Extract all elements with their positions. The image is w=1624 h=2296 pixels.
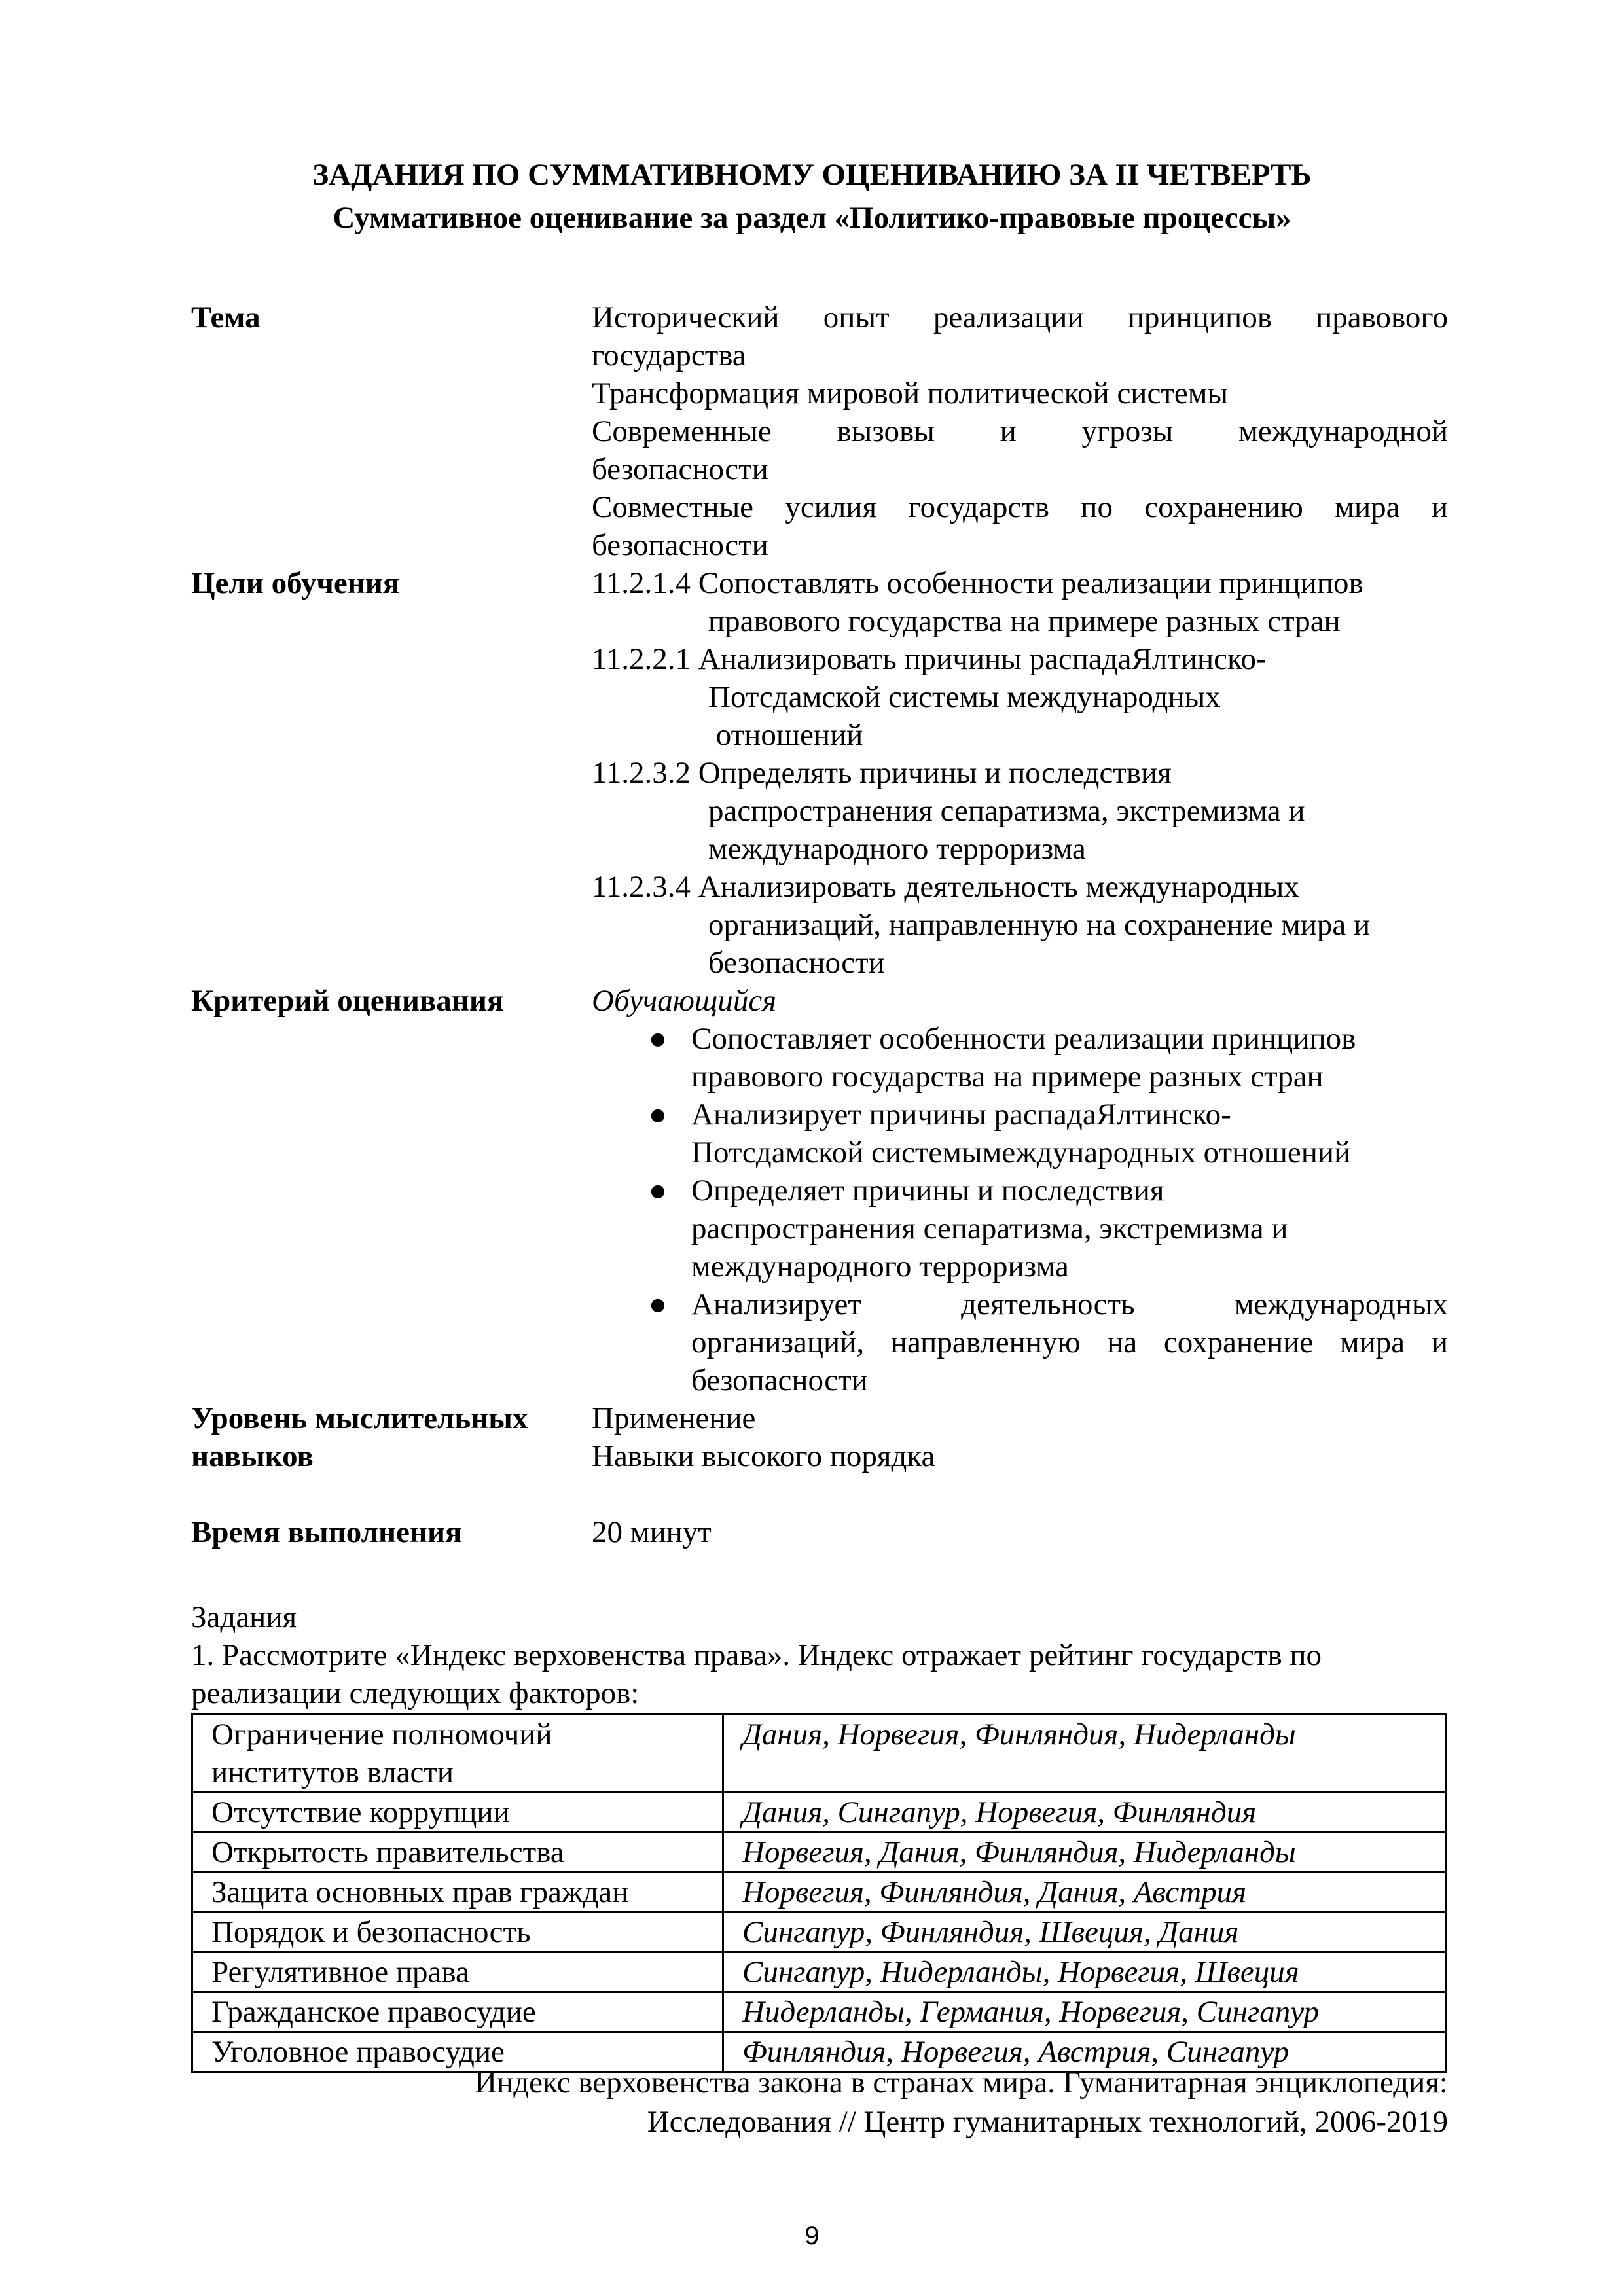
task-1-line-2: реализации следующих факторов: [191,1676,640,1710]
bullet-icon: ● [648,1174,668,1208]
topic-1-line-2: государства [592,338,746,372]
countries-cell: Дания, Норвегия, Финляндия, Нидерланды [723,1715,1446,1793]
criteria-label: Критерий оценивания [191,984,504,1018]
criteria-text: Определяет причины и последствия [691,1174,1164,1208]
countries-cell: Норвегия, Финляндия, Дания, Австрия [723,1873,1446,1912]
factor-cell: Уголовное правосудие [192,2032,723,2072]
criteria-item [648,1020,1448,1096]
tasks-heading: Задания [191,1600,297,1634]
page-number: 9 [804,2221,820,2250]
factor-cell: Порядок и безопасность [192,1912,723,1952]
topic-1-line-1: Исторический опыт реализации принципов правового [592,300,1448,334]
table-row [192,1992,1446,2032]
rule-of-law-table [191,1713,1447,2073]
page-subtitle: Суммативное оценивание за раздел «Политико-правовые процессы» [333,201,1291,235]
goal-text-cont: организаций, направленную на сохранение мира и [708,908,1371,942]
goal-text-cont: отношений [708,718,863,752]
factor-cell: Регулятивное права [192,1952,723,1992]
goal-text-cont: безопасности [708,946,885,980]
factor-text: Ограничение полномочий [211,1717,552,1751]
criteria-text: международного терроризма [691,1249,1069,1283]
goal-item [592,640,1475,754]
countries-cell: Нидерланды, Германия, Норвегия, Сингапур [723,1992,1446,2032]
criteria-text: безопасности [691,1363,868,1397]
level-label-line-1: Уровень мыслительных [191,1401,528,1435]
goal-text-cont: Потсдамской системы международных [708,680,1221,714]
factor-cell [192,1715,723,1793]
topic-4-line-1: Совместные усилия государств по сохранению мира и [592,490,1448,524]
goal-item [592,754,1475,868]
time-value: 20 минут [592,1515,712,1549]
goal-code: 11.2.1.4 [592,566,691,600]
criteria-item [648,1285,1448,1399]
goal-item [592,564,1475,640]
countries-cell: Дания, Сингапур, Норвегия, Финляндия [723,1793,1446,1833]
task-1-line-1: 1. Рассмотрите «Индекс верховенства права». Индекс отражает рейтинг государств по [191,1638,1322,1672]
level-label-line-2: навыков [191,1439,314,1473]
countries-cell: Сингапур, Финляндия, Швеция, Дания [723,1912,1446,1952]
level-value-2: Навыки высокого порядка [592,1439,935,1473]
goal-code: 11.2.2.1 [592,642,691,676]
topic-4-line-2: безопасности [592,528,768,562]
criteria-item [648,1172,1448,1285]
topic-3-line-1: Современные вызовы и угрозы международной [592,414,1448,448]
source-caption-line-2: Исследования // Центр гуманитарных технологий, 2006-2019 [647,2105,1448,2139]
countries-cell: Сингапур, Нидерланды, Норвегия, Швеция [723,1952,1446,1992]
bullet-icon: ● [648,1022,668,1056]
countries-cell: Норвегия, Дания, Финляндия, Нидерланды [723,1833,1446,1873]
goal-text: Сопоставлять особенности реализации принципов [698,566,1363,600]
table-row [192,1833,1446,1873]
level-value-1: Применение [592,1401,756,1435]
goal-text-cont: международного терроризма [708,832,1086,866]
goal-text-cont: распространения сепаратизма, экстремизма и [708,794,1305,828]
time-label: Время выполнения [191,1515,462,1549]
bullet-icon: ● [648,1287,668,1321]
table-row [192,1873,1446,1912]
criteria-item [648,1096,1448,1172]
table-row [192,1912,1446,1952]
topic-3-line-2: безопасности [592,452,768,486]
criteria-intro: Обучающийся [592,984,777,1018]
source-caption-line-1: Индекс верховенства закона в странах мира. Гуманитарная энциклопедия: [475,2066,1448,2100]
table-row [192,1715,1446,1793]
factor-cell: Защита основных прав граждан [192,1873,723,1912]
criteria-text: Потсдамской системымеждународных отношений [691,1136,1351,1170]
criteria-text: Анализирует причины распадаЯлтинско- [691,1098,1231,1132]
goal-item [592,868,1475,982]
factor-cell: Отсутствие коррупции [192,1793,723,1833]
goal-text: Определять причины и последствия [698,756,1172,790]
goal-text: Анализировать деятельность международных [698,870,1299,904]
factor-cell: Гражданское правосудие [192,1992,723,2032]
page-title: ЗАДАНИЯ ПО СУММАТИВНОМУ ОЦЕНИВАНИЮ ЗА II ЧЕТВЕРТЬ [312,158,1312,192]
factor-text: институтов власти [211,1755,454,1789]
goal-code: 11.2.3.4 [592,870,691,904]
goals-label: Цели обучения [191,566,400,600]
criteria-text: распространения сепаратизма, экстремизма и [691,1211,1288,1246]
criteria-text: Сопоставляет особенности реализации принципов [691,1022,1356,1056]
countries-cell: Финляндия, Норвегия, Австрия, Сингапур [723,2032,1446,2072]
bullet-icon: ● [648,1098,668,1132]
goal-code: 11.2.3.2 [592,756,691,790]
topic-2: Трансформация мировой политической системы [592,376,1229,410]
criteria-text: правового государства на примере разных стран [691,1060,1324,1094]
topic-label: Тема [191,300,261,334]
table-row [192,1952,1446,1992]
factor-cell: Открытость правительства [192,1833,723,1873]
criteria-text: Анализирует деятельность международных [691,1287,1448,1321]
goal-text-cont: правового государства на примере разных стран [708,604,1341,638]
table-row [192,1793,1446,1833]
criteria-text: организаций, направленную на сохранение мира и [691,1325,1448,1359]
goal-text: Анализировать причины распадаЯлтинско- [698,642,1267,676]
